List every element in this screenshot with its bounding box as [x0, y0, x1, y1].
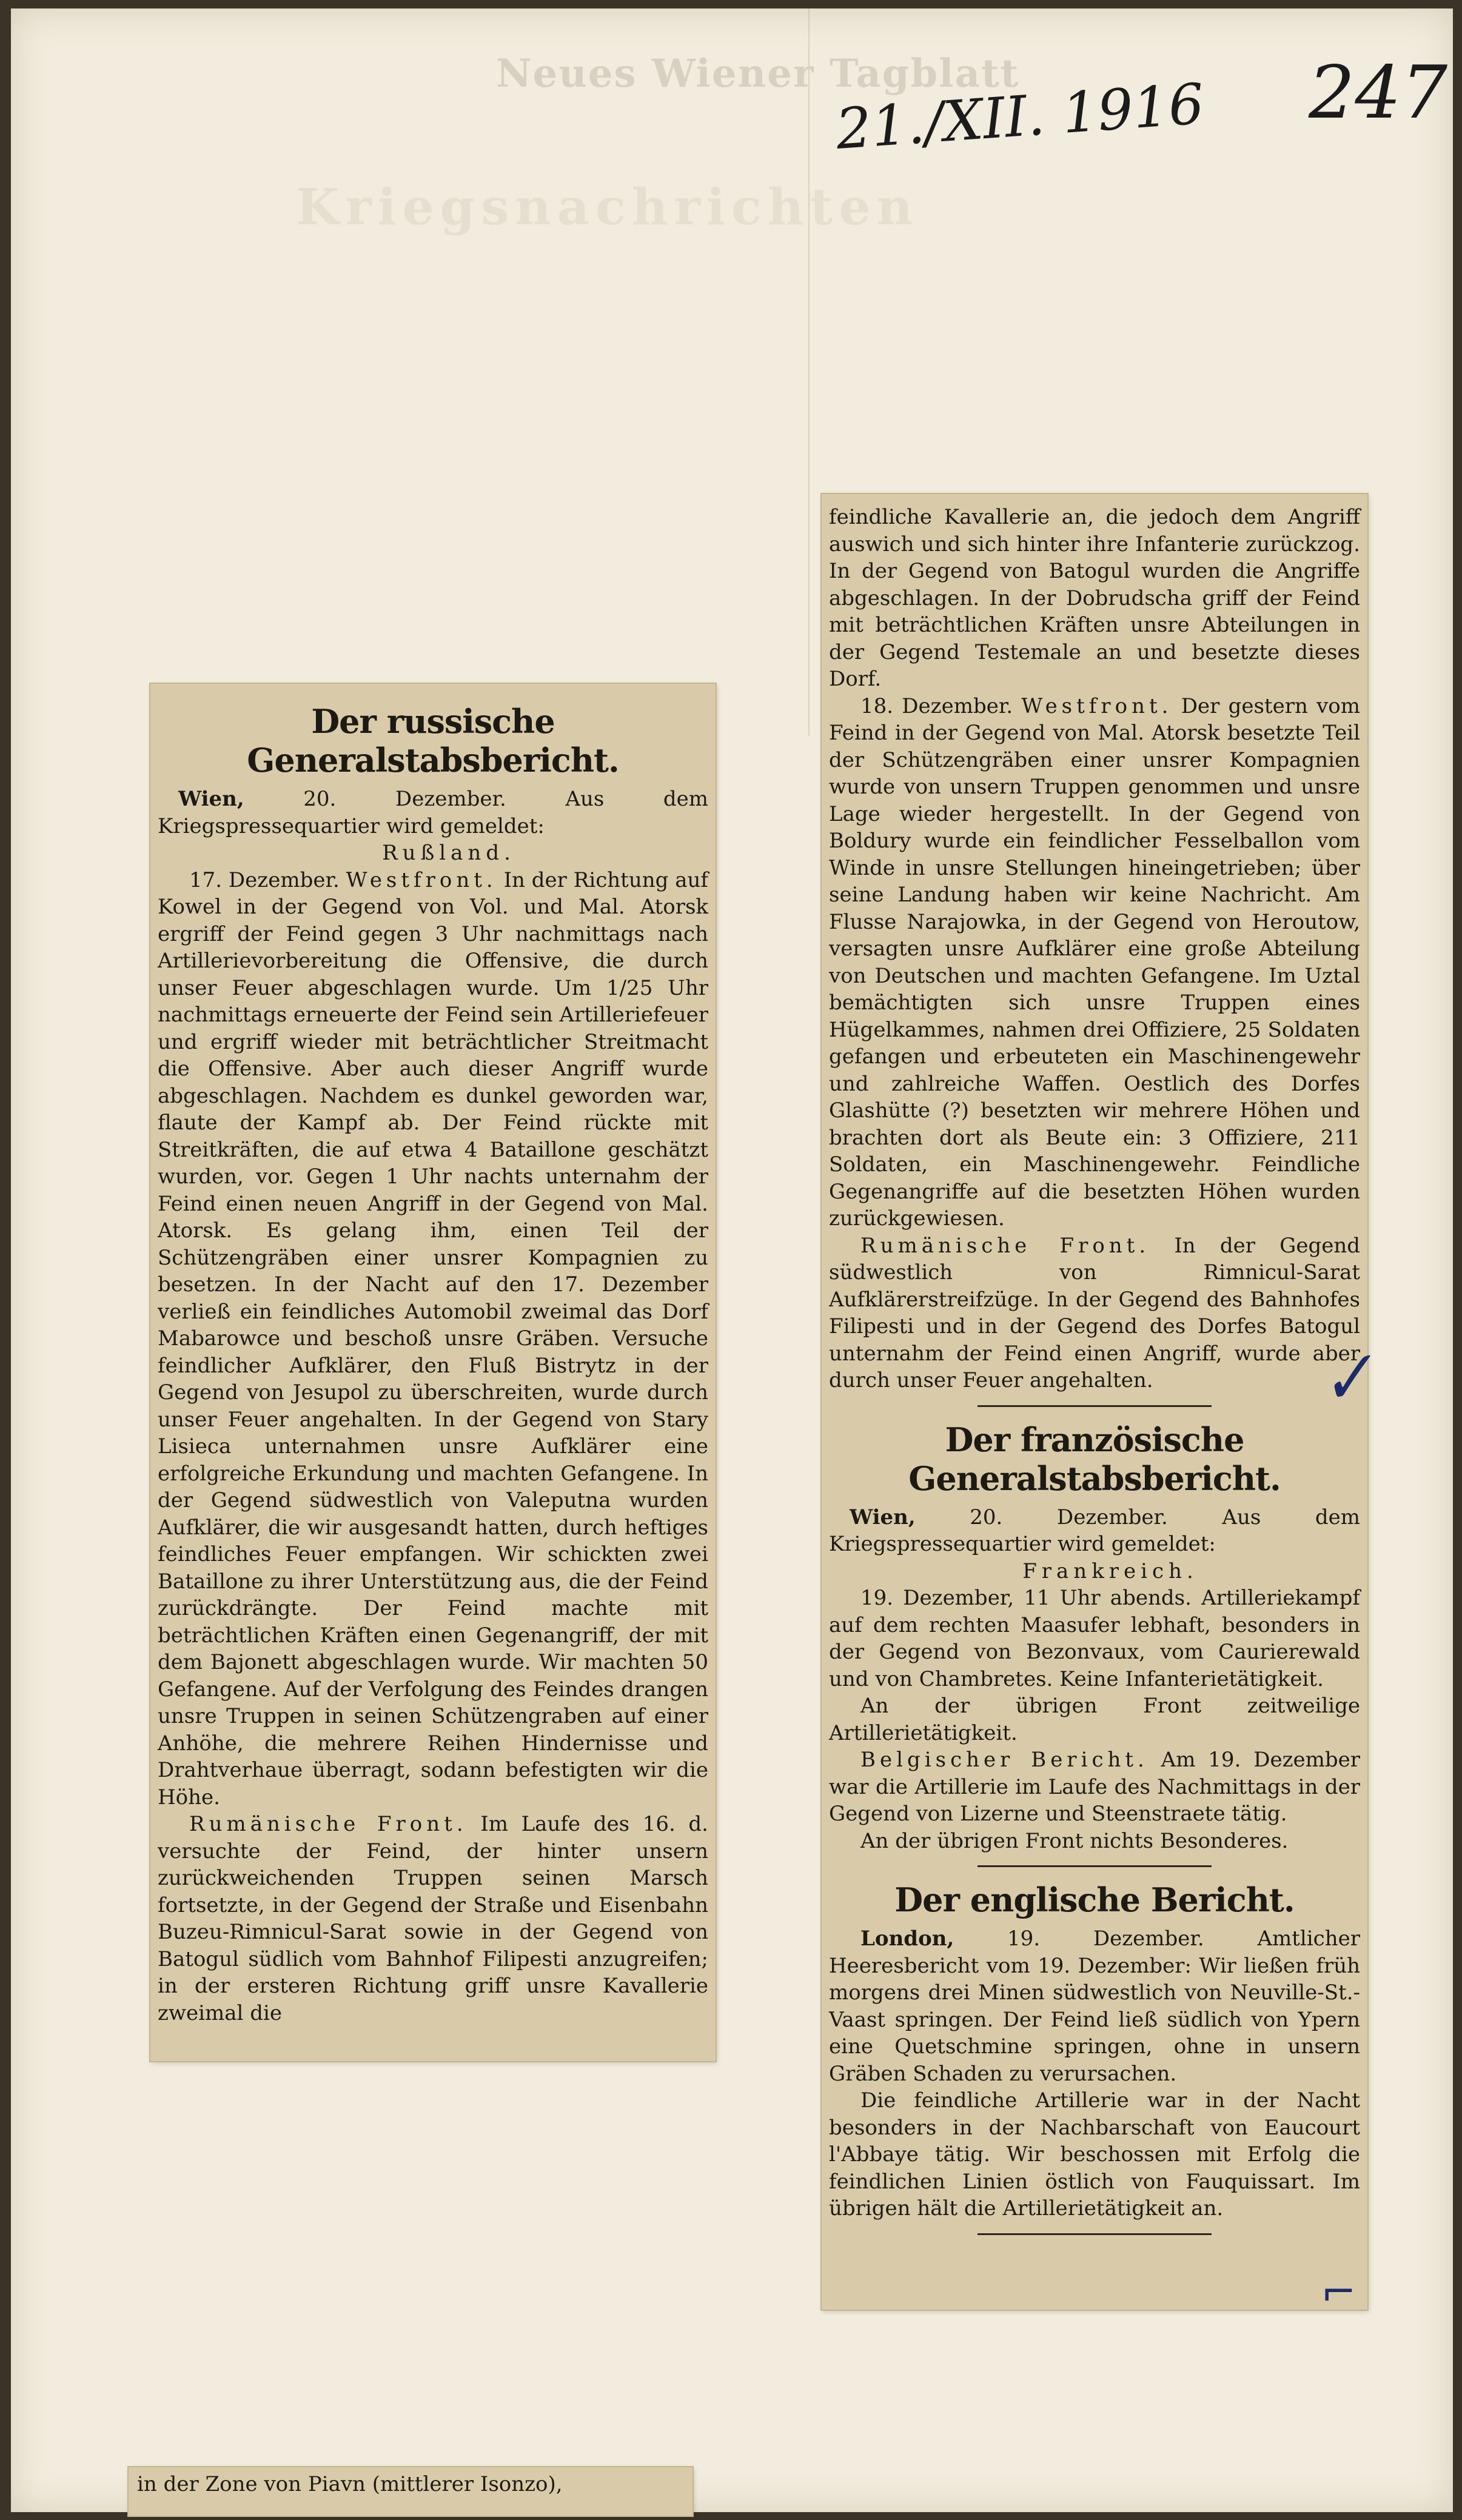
handwritten-page-number: 247 [1309, 51, 1448, 135]
paragraph: Die feindliche Artillerie war in der Nacht besonders in der Nachbarschaft von Eaucourt l'Abbaye tätig. Wir beschossen mit Erfolg die feindlichen Linien östlich von Fauquissart. Im übrigen hält die Artillerietätigkeit an. [829, 2088, 1360, 2221]
dateline [829, 1504, 1360, 1558]
paragraph [829, 1925, 1360, 2087]
front-label: Westfront. [1021, 694, 1173, 718]
country-heading: Rußland. [382, 841, 515, 865]
paragraph [829, 1232, 1360, 1394]
paragraph [158, 867, 708, 1811]
handwritten-date: 21./XII. 1916 [834, 71, 1207, 162]
front-label: Rumänische Front. [860, 1233, 1150, 1258]
paragraph-text: Im Laufe des 16. d. versuchte der Feind, der hinter unsern zurückweichenden Truppen seinen Marsch fortsetzte, in der Gegend der Straße und Eisenbahn Buzeu-Rimnicul-Sarat sowie in der Gegend von Batogul südlich vom Bahnhof Filipesti anzugreifen; in der ersteren Richtung griff unsre Kavallerie zweimal die [158, 1812, 708, 2025]
paragraph: An der übrigen Front nichts Besonderes. [860, 1828, 1289, 1853]
headline-russian: Der russische Generalstabsbericht. [247, 702, 619, 780]
headline-english: Der englische Bericht. [894, 1880, 1295, 1919]
dateline [158, 786, 708, 840]
continuation-text: feindliche Kavallerie an, die jedoch dem Angriff auswich und sich hinter ihre Infanterie zurückzog. In der Gegend von Batogul wurden die Angriffe abgeschlagen. In der Dobrudscha griff der Feind mit beträchtlichen Kräften unsre Abteilungen in der Gegend Testemale an und besetzte dieses Dorf. [829, 505, 1360, 691]
report-label: Belgischer Bericht. [860, 1748, 1148, 1772]
paragraph-text: In der Richtung auf Kowel in der Gegend von Vol. und Mal. Atorsk ergriff der Feind gegen 3 Uhr nachmittags nach Artillerievorbereitung die Offensive, die durch unser Feuer abgeschlagen wurde. Um 1/25 Uhr nachmittags erneuerte der Feind sein Artilleriefeuer und ergriff wieder mit beträchtlicher Streitmacht die Offensive. Aber auch dieser Angriff wurde abgeschlagen. Nachdem es dunkel geworden war, flaute der Kampf ab. Der Feind rückte mit Streitkräften, die auf etwa 4 Bataillone geschätzt wurden, vor. Gegen 1 Uhr nachts unternahm der Feind einen neuen Angriff in der Gegend von Mal. Atorsk. Es gelang ihm, einen Teil der Schützengräben einer unsrer Kompagnien zu besetzen. In der Nacht auf den 17. Dezember verließ ein feindliches Automobil zweimal das Dorf Mabarowce und beschoß unsre Gräben. Versuche feindlicher Aufklärer, den Fluß Bistrytz in der Gegend von Jesupol zu überschreiten, wurde durch unser Feuer angehalten. In der Gegend von Stary Lisieca unternahmen unsre Aufklärer eine erfolgreiche Erkundung und machten Gefangene. In der Gegend südwestlich von Valeputna wurden Aufklärer, die wir ausgesandt hatten, durch heftiges feindliches Feuer empfangen. Wir schickten zwei Bataillone zu ihrer Unterstützung aus, die der Feind zurückdrängte. Der Feind machte mit beträchtlichen Kräften einen Gegenangriff, der mit dem Bajonett abgeschlagen wurde. Wir machten 50 Gefangene. Auf der Verfolgung des Feindes drangen unsre Truppen in seinen Schützengraben auf einer Anhöhe, die mehrere Reihen Hindernisse und Drahtverhaue überragt, sodann befestigten wir die Höhe. [158, 867, 708, 1810]
front-label: Westfront. [346, 867, 497, 892]
paragraph-text: 19. Dezember. Amtlicher Heeresbericht vom 19. Dezember: Wir ließen früh morgens drei Minen südwestlich von Neuville-St.-Vaast springen. Der Feind ließ südlich von Ypern eine Quetschmine springen, ohne in unsern Gräben Schaden zu verursachen. [829, 1927, 1360, 2086]
headline-french: Der französische Generalstabsbericht. [908, 1420, 1281, 1498]
country-heading: Frankreich. [1022, 1559, 1198, 1583]
clipping-russian-report [150, 684, 716, 2061]
newspaper-stamp: Neues Wiener Tagblatt [496, 51, 1020, 96]
paragraph [829, 1746, 1360, 1828]
divider [977, 1865, 1211, 1867]
dateline-text: 20. Dezember. Aus dem Kriegspressequartier wird gemeldet: [158, 787, 708, 838]
fragment-text: in der Zone von Piavn (mittlerer Isonzo), [137, 2472, 563, 2496]
handwritten-end-mark: ⌐ [1321, 2267, 1356, 2317]
ghost-text: Kriegsnachrichten [296, 178, 919, 236]
dateline-place: London, [860, 1927, 954, 1951]
handwritten-check-mark: ✓ [1312, 1335, 1381, 1422]
dateline-place: Wien, [850, 1505, 916, 1529]
date-label: 17. Dezember. [189, 867, 346, 892]
paragraph: 19. Dezember, 11 Uhr abends. Artilleriekampf auf dem rechten Maasufer lebhaft, besonders in der Gegend von Bezonvaux, vom Caurierewald und von Chambretes. Keine Infanterietätigkeit. [829, 1586, 1360, 1691]
dateline-place: Wien, [178, 787, 244, 811]
paragraph [158, 1811, 708, 2027]
paragraph [829, 693, 1360, 1232]
date-label: 18. Dezember. [860, 694, 1022, 718]
front-label: Rumänische Front. [189, 1812, 468, 1836]
clipping-bottom-fragment [129, 2467, 692, 2516]
clipping-continuation-and-reports [822, 494, 1367, 2310]
paper-fold [808, 8, 810, 736]
dateline-text: 20. Dezember. Aus dem Kriegspressequartier wird gemeldet: [829, 1505, 1360, 1556]
divider [977, 1405, 1211, 1407]
paragraph-text: In der Gegend südwestlich von Rimnicul-Sarat Aufklärerstreifzüge. In der Gegend des Bahnhofes Filipesti und in der Gegend des Dorfes Batogul unternahm der Feind einen Angriff, wurde aber durch unser Feuer angehalten. [829, 1233, 1360, 1392]
divider [977, 2233, 1211, 2235]
paragraph: An der übrigen Front zeitweilige Artillerietätigkeit. [829, 1694, 1360, 1745]
paragraph-text: Am 19. Dezember war die Artillerie im Laufe des Nachmittags in der Gegend von Lizerne und Steenstraete tätig. [829, 1748, 1360, 1826]
paragraph-text: Der gestern vom Feind in der Gegend von Mal. Atorsk besetzte Teil der Schützengräben einer unsrer Kompagnien wurde von unsern Truppen genommen und unsre Lage wieder hergestellt. In der Gegend von Boldury wurde ein feindlicher Fesselballon vom Winde in unsre Stellungen hineingetrieben; über seine Landung haben wir keine Nachricht. Am Flusse Narajowka, in der Gegend von Heroutow, versagten unsre Aufklärer eine große Abteilung von Deutschen und machten Gefangene. Im Uztal bemächtigten sich unsre Truppen eines Hügelkammes, nahmen drei Offiziere, 25 Soldaten gefangen und erbeuteten ein Maschinengewehr und zahlreiche Waffen. Oestlich des Dorfes Glashütte (?) besetzten wir mehrere Höhen und brachten dort als Beute ein: 3 Offiziere, 211 Soldaten, ein Maschinengewehr. Feindliche Gegenangriffe auf die besetzten Höhen wurden zurückgewiesen. [829, 694, 1360, 1231]
